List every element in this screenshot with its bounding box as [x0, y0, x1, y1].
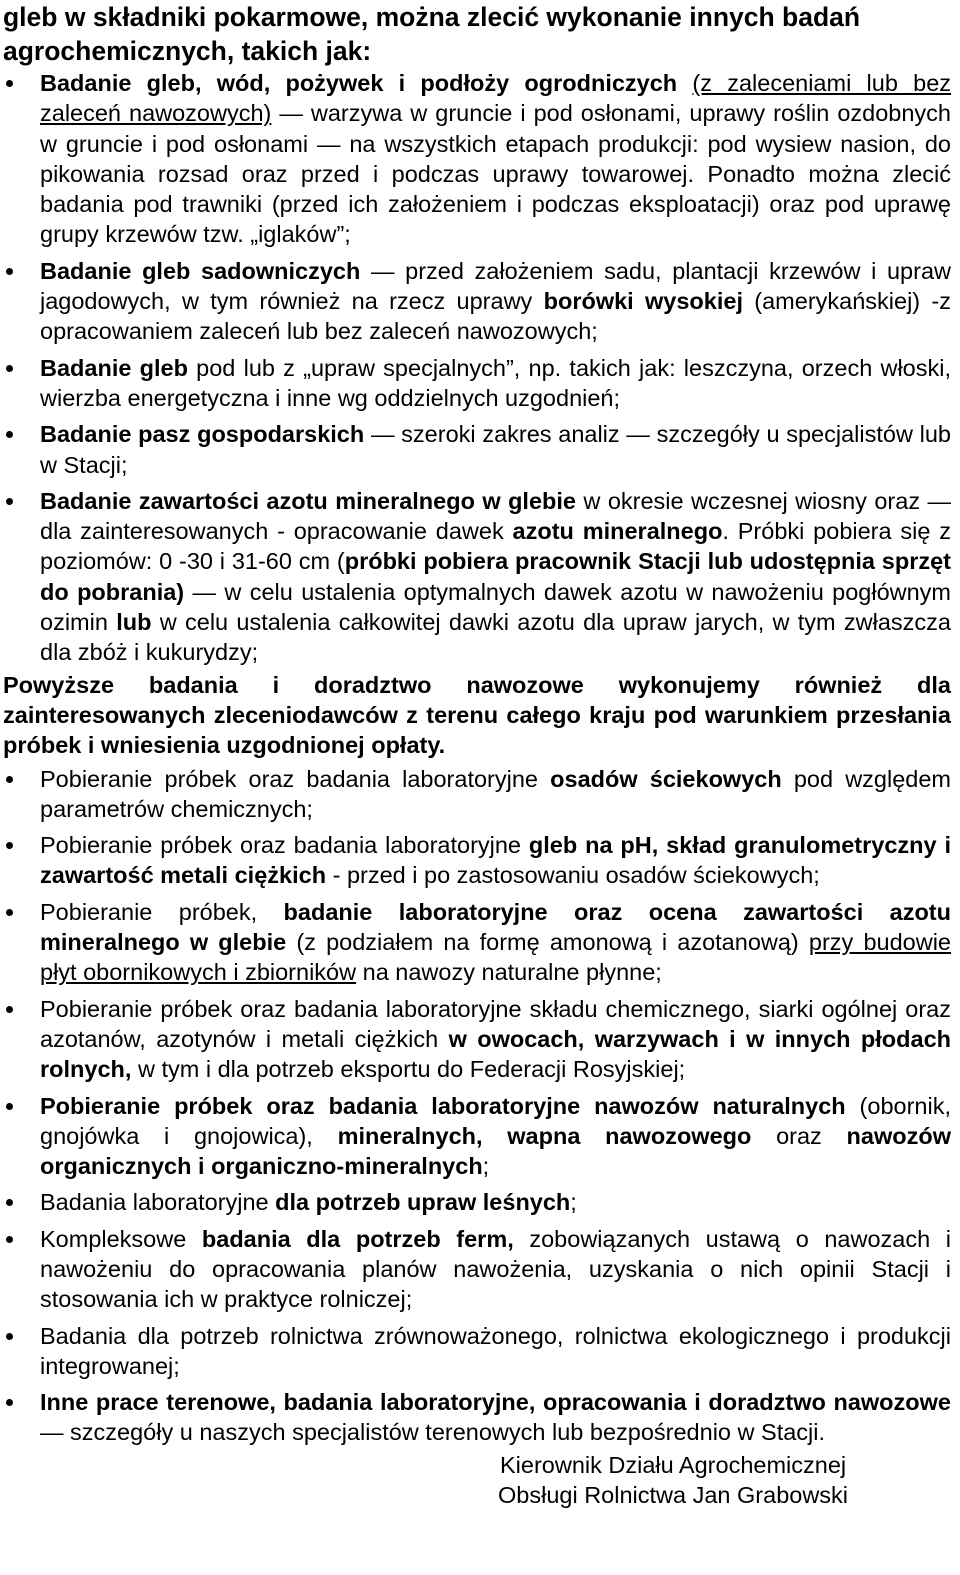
intro-heading: gleb w składniki pokarmowe, można zlecić wykonanie innych badań agrochemicznych, takich jak:: [3, 2, 861, 66]
bullet-icon: [6, 1236, 13, 1243]
list-item: Badanie gleb sadowniczych — przed założeniem sadu, plantacji krzewów i upraw jagodowych, w tym również na rzecz uprawy borówki wysokiej (amerykańskiej) -z opracowaniem zaleceń lub bez zaleceń nawozowych;: [3, 256, 951, 347]
list-item: Badania laboratoryjne dla potrzeb upraw leśnych;: [3, 1187, 951, 1217]
list-item: Badania dla potrzeb rolnictwa zrównoważonego, rolnictwa ekologicznego i produkcji integrowanej;: [3, 1321, 951, 1382]
list-item: Pobieranie próbek, badanie laboratoryjne oraz ocena zawartości azotu mineralnego w glebie (z podziałem na formę amonową i azotanową) przy budowie płyt obornikowych i zbiorników na nawozy naturalne płynne;: [3, 897, 951, 988]
bullet-icon: [6, 1006, 13, 1013]
bullet-icon: [6, 431, 13, 438]
bullet-icon: [6, 268, 13, 275]
list-item: Pobieranie próbek oraz badania laboratoryjne składu chemicznego, siarki ogólnej oraz azotanów, azotynów i metali ciężkich w owocach, warzywach i w innych płodach rolnych, w tym i dla potrzeb eksportu do Federacji Rosyjskiej;: [3, 994, 951, 1085]
bullet-icon: [6, 1399, 13, 1406]
bullet-icon: [6, 1333, 13, 1340]
bullet-icon: [6, 909, 13, 916]
list-item: Badanie pasz gospodarskich — szeroki zakres analiz — szczegóły u specjalistów lub w Stacji;: [3, 419, 951, 480]
services-list-2: [3, 764, 951, 1448]
bullet-icon: [6, 80, 13, 87]
signature-block: [3, 1450, 951, 1510]
list-item: Kompleksowe badania dla potrzeb ferm, zobowiązanych ustawą o nawozach i nawożeniu do opracowania planów nawożenia, uzyskania o nich opinii Stacji i stosowania ich w praktyce rolniczej;: [3, 1224, 951, 1315]
bullet-icon: [6, 365, 13, 372]
list-item: Pobieranie próbek oraz badania laboratoryjne nawozów naturalnych (obornik, gnojówka i gnojowica), mineralnych, wapna nawozowego oraz nawozów organicznych i organiczno-mineralnych;: [3, 1091, 951, 1182]
bullet-icon: [6, 498, 13, 505]
list-item: Pobieranie próbek oraz badania laboratoryjne osadów ściekowych pod względem parametrów chemicznych;: [3, 764, 951, 825]
signature-line-1: Kierownik Działu Agrochemicznej: [500, 1451, 847, 1478]
bullet-icon: [6, 842, 13, 849]
list-item: Pobieranie próbek oraz badania laboratoryjne gleb na pH, skład granulometryczny i zawartość metali ciężkich - przed i po zastosowaniu osadów ściekowych;: [3, 830, 951, 891]
bullet-icon: [6, 1103, 13, 1110]
bullet-icon: [6, 1199, 13, 1206]
services-list-1: [3, 68, 951, 668]
nationwide-paragraph: Powyższe badania i doradztwo nawozowe wykonujemy również dla zainteresowanych zleceniodawców z terenu całego kraju pod warunkiem przesłania próbek i wniesienia uzgodnionej opłaty.: [3, 671, 951, 759]
list-item: Badanie gleb pod lub z „upraw specjalnych”, np. takich jak: leszczyna, orzech włoski, wierzba energetyczna i inne wg oddzielnych uzgodnień;: [3, 353, 951, 414]
list-item: Badanie zawartości azotu mineralnego w glebie w okresie wczesnej wiosny oraz — dla zainteresowanych - opracowanie dawek azotu mineralnego. Próbki pobiera się z poziomów: 0 -30 i 31-60 cm (próbki pobiera pracownik Stacji lub udostępnia sprzęt do pobrania) — w celu ustalenia optymalnych dawek azotu w nawożeniu pogłównym ozimin lub w celu ustalenia całkowitej dawki azotu dla upraw jarych, w tym zwłaszcza dla zbóż i kukurydzy;: [3, 486, 951, 668]
list-item: Badanie gleb, wód, pożywek i podłoży ogrodniczych (z zaleceniami lub bez zaleceń nawozowych) — warzywa w gruncie i pod osłonami, uprawy roślin ozdobnych w gruncie i pod osłonami — na wszystkich etapach produkcji: pod wysiew nasion, do pikowania rozsad oraz przed i podczas uprawy towarowej. Ponadto można zlecić badania pod trawniki (przed ich założeniem i podczas eksploatacji) oraz pod uprawę grupy krzewów tzw. „iglaków”;: [3, 68, 951, 250]
list-item: Inne prace terenowe, badania laboratoryjne, opracowania i doradztwo nawozowe — szczegóły u naszych specjalistów terenowych lub bezpośrednio w Stacji.: [3, 1387, 951, 1448]
signature-line-2: Obsługi Rolnictwa Jan Grabowski: [498, 1481, 849, 1508]
bullet-icon: [6, 776, 13, 783]
